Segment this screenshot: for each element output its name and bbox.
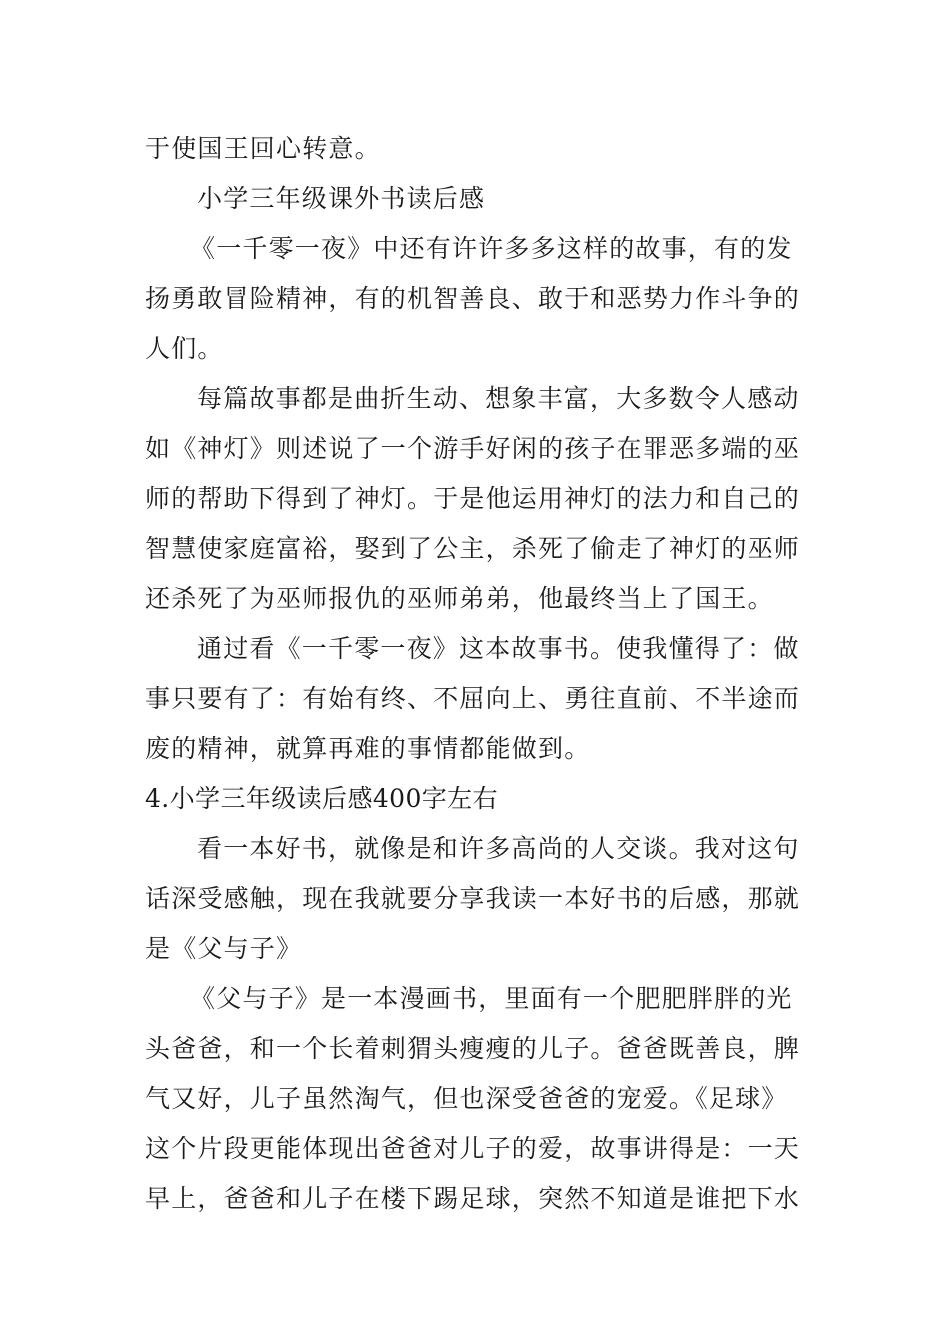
text-line: 智慧使家庭富裕，娶到了公主，杀死了偷走了神灯的巫师 [145,534,801,563]
text-line: 通过看《一千零一夜》这本故事书。使我懂得了：做 [197,634,800,663]
text-line: 《一千零一夜》中还有许许多多这样的故事，有的发 [190,234,793,263]
text-line: 废的精神，就算再难的事情都能做到。 [145,734,591,763]
text-line: 看一本好书，就像是和许多高尚的人交谈。我对这句 [197,834,800,863]
text-line: 人们。 [145,334,224,363]
text-line: 《父与子》是一本漫画书，里面有一个肥肥胖胖的光 [190,984,793,1013]
section-heading: 4.小学三年级读后感400字左右 [145,784,498,813]
section-heading: 小学三年级课外书读后感 [197,184,486,213]
text-line: 气又好，儿子虽然淘气，但也深受爸爸的宠爱。《足球》 [145,1084,788,1113]
text-line: 是《父与子》 [145,934,303,963]
text-line: 头爸爸，和一个长着刺猬头瘦瘦的儿子。爸爸既善良，脾 [145,1034,801,1063]
text-line: 每篇故事都是曲折生动、想象丰富，大多数令人感动 [197,384,800,413]
text-line: 于使国王回心转意。 [145,134,381,163]
text-line: 扬勇敢冒险精神，有的机智善良、敢于和恶势力作斗争的 [145,284,801,313]
text-line: 事只要有了：有始有终、不屈向上、勇往直前、不半途而 [145,684,801,713]
text-line: 如《神灯》则述说了一个游手好闲的孩子在罪恶多端的巫 [145,434,801,463]
text-line: 这个片段更能体现出爸爸对儿子的爱，故事讲得是：一天 [145,1134,801,1163]
text-line: 话深受感触，现在我就要分享我读一本好书的后感，那就 [145,884,801,913]
text-line: 师的帮助下得到了神灯。于是他运用神灯的法力和自己的 [145,484,801,513]
text-line: 还杀死了为巫师报仇的巫师弟弟，他最终当上了国王。 [145,584,774,613]
text-line: 早上，爸爸和儿子在楼下踢足球，突然不知道是谁把下水 [145,1184,801,1213]
